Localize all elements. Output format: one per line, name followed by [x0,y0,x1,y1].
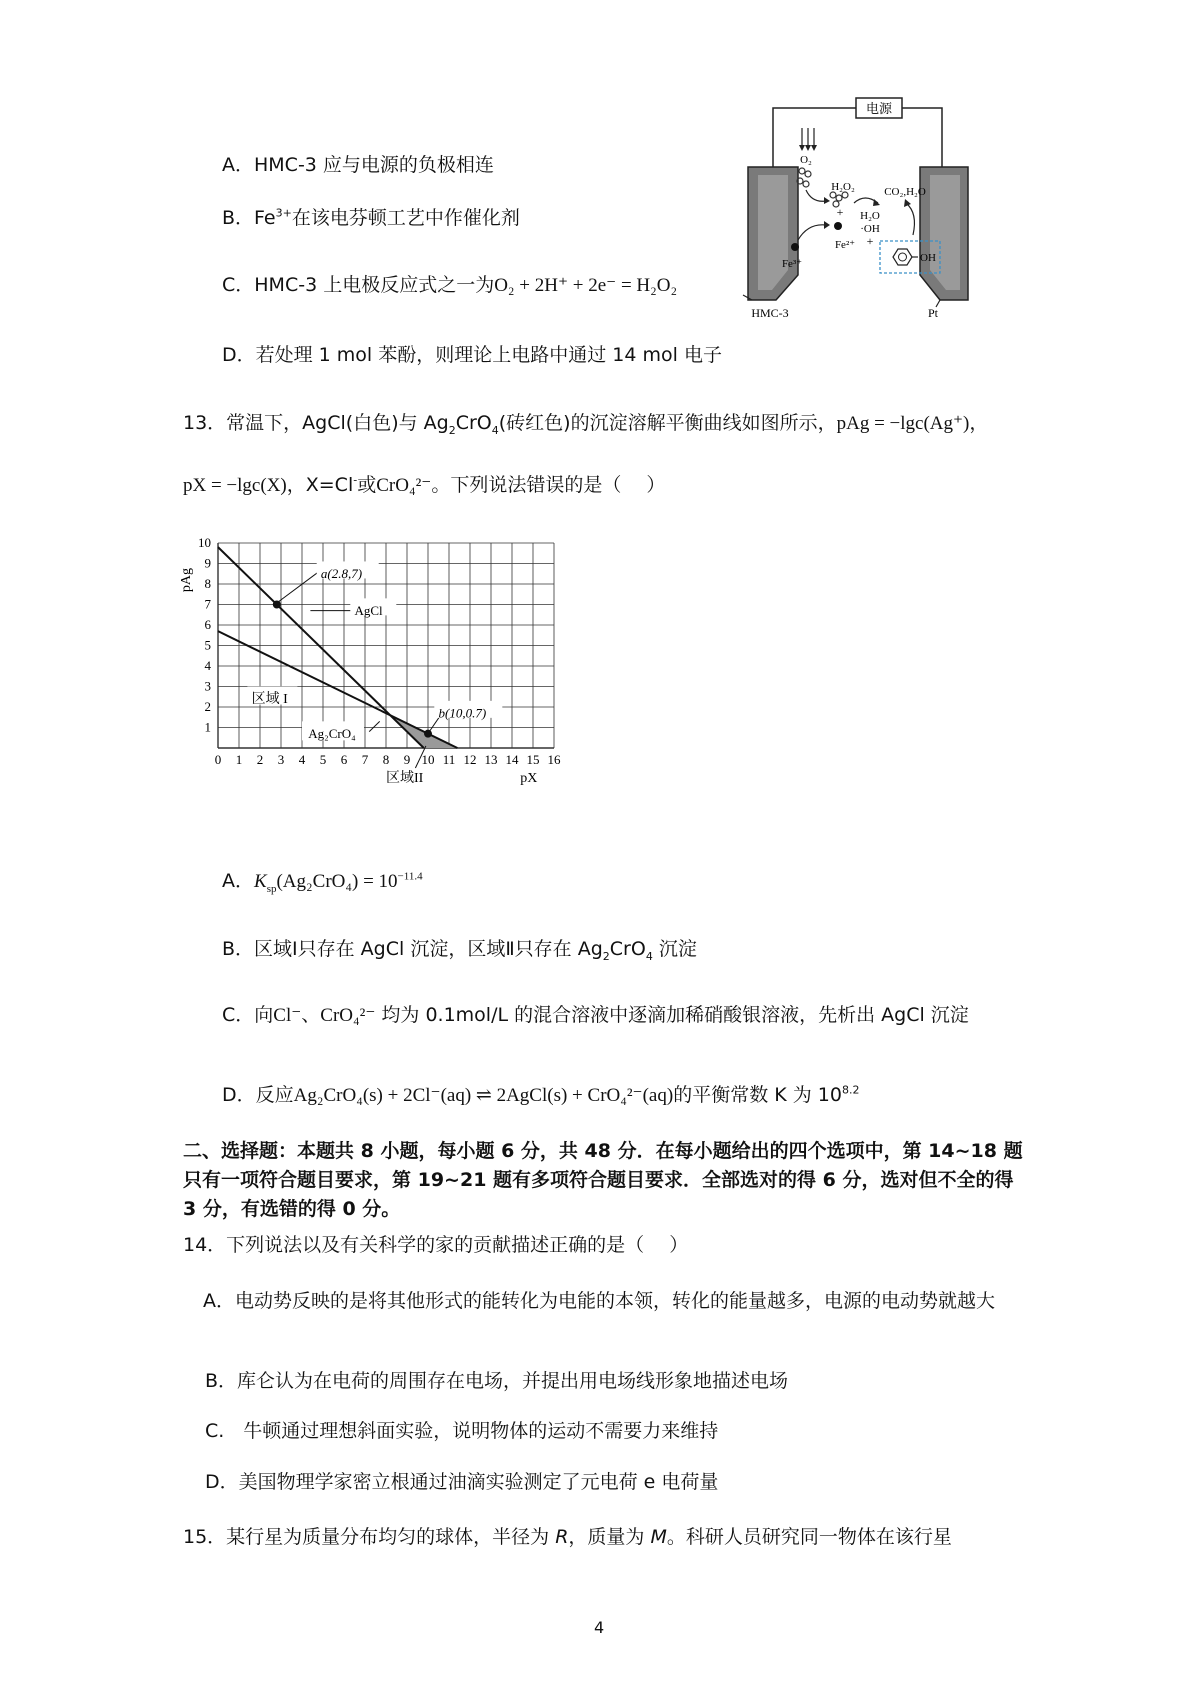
section-heading: 二、选择题：本题共 8 小题，每小题 6 分，共 48 分．在每小题给出的四个选项中，第 14~18 题只有一项符合题目要求，第 19~21 题有多项符合题目要求．全部选对的得 6 分，选对但不全的得 3 分，有选错的得 0 分。 [183,1140,1023,1220]
q14-stem: 14．下列说法以及有关科学的家的贡献描述正确的是（ ） [183,1234,689,1256]
q13-stem-text: (砖红色)的沉淀溶解平衡曲线如图所示， [498,412,837,434]
x-tick-label: 0 [214,752,222,767]
x-tick-label: 2 [256,752,264,767]
mass-symbol: M [650,1526,667,1548]
fe2-dot [834,222,842,230]
x-tick-label: 4 [298,752,306,767]
q14-option-b: B．库仑认为在电荷的周围存在电场，并提出用电场线形象地描述电场 [205,1370,789,1392]
hydroxyl-radical-label: ·OH [860,223,880,235]
q13-stem-line2 [183,470,665,497]
x-tick-label: 11 [442,752,456,767]
ag2cro4-series-label: Ag₂CrO₄ [308,725,356,741]
y-tick-label: 8 [204,576,211,591]
q13-option-b [222,934,697,963]
x-axis-label: pX [520,771,538,786]
agcl-series-label: AgCl [354,602,383,618]
fe3-to-fe2-arrowhead [824,221,830,229]
q15-stem [183,1522,952,1549]
q13-option-c-separator: 、 [301,1004,321,1026]
pag-definition: pAg = −lgc(Ag⁺)， [836,413,989,434]
y-tick-label: 6 [204,617,211,632]
q13-option-c [222,1000,969,1027]
chromate-ion: CrO₄²⁻ [376,475,432,496]
x-tick-label: 1 [235,752,243,767]
q13-stem-sub: 4 [491,423,499,437]
q12-option-c-text: C．HMC-3 上电极反应式之一为 [222,274,495,296]
q15-text: 。科研人员研究同一物体在该行星 [666,1526,952,1548]
x-tick-label: 10 [421,752,435,767]
h2o-label: H₂O [860,210,880,222]
ag2cro4-leader [369,721,380,731]
benzene-ring-circle [899,253,907,261]
region-i-label: 区域 I [251,691,288,707]
q15-text: ，质量为 [568,1526,651,1548]
ksp-subscript: sp [266,882,277,895]
ksp-symbol: K [254,871,267,892]
q13-stem-line1 [183,408,988,437]
q12-option-b-prefix: B．Fe [222,207,276,229]
h2o2-molecule-icon [836,195,842,201]
y-tick-label: 5 [204,637,211,653]
q12-option-b [222,203,520,230]
q13-stem-text: CrO [455,412,492,434]
chromate-ion: CrO₄²⁻ [320,1005,376,1026]
ksp-exponent: −11.4 [397,870,423,883]
q13-option-c-text: C．向 [222,1004,274,1026]
x-tick-label: 8 [382,752,390,767]
fe3-dot [791,243,799,251]
q13-option-b-text: 沉淀 [652,938,697,960]
solubility-equilibrium-chart [170,535,570,800]
q13-option-d-text: 的平衡常数 K 为 10 [673,1084,842,1106]
x-tick-label: 13 [484,752,498,767]
q13-stem-sub: 2 [448,423,456,437]
q13-option-b-text: B．区域Ⅰ只存在 AgCl 沉淀，区域Ⅱ只存在 Ag [222,938,603,960]
hmc3-label: HMC-3 [751,306,789,320]
px-definition: pX = −lgc(X)， [183,475,306,496]
fe3-label: Fe³⁺ [781,258,803,270]
benzene-ring-icon [893,249,912,265]
power-source-label: 电源 [865,101,893,116]
q13-stem-text: 13．常温下，AgCl(白色)与 Ag [183,412,449,434]
o2-molecule-icon [805,171,811,177]
y-tick-label: 9 [204,555,211,571]
phenol-to-co2-arrow [906,203,914,235]
q14-option-a: A．电动势反映的是将其他形式的能转化为电能的本领，转化的能量越多，电源的电动势就越大 [203,1290,996,1312]
h2o2-to-oh-arrowhead [873,199,880,206]
x-tick-label: 16 [547,752,561,767]
page-number: 4 [594,1618,605,1637]
q12-option-d: D．若处理 1 mol 苯酚，则理论上电路中通过 14 mol 电子 [222,344,722,366]
point-a [273,601,281,609]
x-tick-label: 5 [319,752,327,767]
q12-option-a: A．HMC-3 应与电源的负极相连 [222,154,494,176]
q13-stem-text: X=Cl [305,474,354,496]
q13-option-b-sub: 2 [602,949,610,963]
q12-option-b-sup: 3+ [275,206,292,220]
phenol-to-co2-arrowhead [904,199,911,207]
plus-sign: + [866,234,874,248]
o2-arrowhead-2 [805,145,811,151]
q13-stem-text: 。下列说法错误的是（ ） [431,474,666,496]
x-tick-label: 14 [505,752,519,767]
q13-stem-sup: - [353,473,358,487]
q13-option-d [222,1080,859,1107]
point-b-label: b(10,0.7) [438,705,487,721]
o2-label: O₂ [800,154,812,166]
chart-ticks [198,535,561,767]
q13-option-a [222,866,423,895]
q14-option-c: C. 牛顿通过理想斜面实验，说明物体的运动不需要力来维持 [205,1420,719,1442]
y-tick-label: 4 [204,658,211,673]
chloride-ion: Cl⁻ [273,1005,302,1026]
pt-label: Pt [927,306,939,320]
q12-option-c [222,270,677,297]
q12-option-c-equation: O₂ + 2H⁺ + 2e⁻ = H₂O₂ [494,275,678,296]
electro-fenton-diagram [740,95,970,325]
x-tick-label: 3 [277,752,285,767]
reaction-equation: Ag₂CrO₄(s) + 2Cl⁻(aq) ⇌ 2AgCl(s) + CrO₄²⁻(aq) [293,1085,674,1106]
y-tick-label: 1 [204,719,211,735]
x-tick-label: 9 [403,752,411,767]
x-tick-label: 7 [361,752,369,767]
point-a-leader [279,572,319,602]
x-tick-label: 15 [526,752,540,767]
o2-molecule-icon [799,168,805,174]
point-b [424,730,432,738]
y-axis-label: pAg [179,567,194,593]
q13-option-d-exponent: 8.2 [841,1083,860,1097]
plus-sign: + [836,205,844,219]
y-tick-label: 2 [204,699,211,714]
q13-option-a-prefix: A． [222,870,254,892]
q14-option-d: D．美国物理学家密立根通过油滴实验测定了元电荷 e 电荷量 [205,1471,719,1493]
q13-option-b-sub: 4 [645,949,653,963]
y-tick-label: 7 [204,596,211,612]
ksp-expression: (Ag₂CrO₄) = 10 [276,871,398,892]
region-ii-label: 区域II [386,771,424,786]
o2-arrowhead-3 [811,145,817,151]
fe2-label: Fe²⁺ [834,239,856,251]
q13-option-b-text: CrO [609,938,646,960]
q13-option-c-text: 均为 0.1mol/L 的混合溶液中逐滴加稀硝酸银溶液，先析出 AgCl 沉淀 [375,1004,969,1026]
hmc3-electrode-inner [758,175,788,290]
y-tick-label: 10 [198,535,211,550]
radius-symbol: R [555,1526,569,1548]
o2-molecule-icon [803,181,809,187]
wire-right [902,108,942,167]
q12-option-b-text: 在该电芬顿工艺中作催化剂 [291,207,520,229]
chart-grid [218,543,554,748]
x-tick-label: 6 [340,752,348,767]
x-tick-label: 12 [463,752,477,767]
co2-h2o-label: CO₂,H₂O [884,186,926,198]
q13-option-d-text: D．反应 [222,1084,294,1106]
q13-stem-text: 或 [357,474,377,496]
h2o2-label: H₂O₂ [831,181,855,193]
phenol-oh-label: OH [920,252,936,264]
o2-arrowhead-1 [799,145,805,151]
q15-text: 15．某行星为质量分布均匀的球体，半径为 [183,1526,556,1548]
y-tick-label: 3 [204,678,211,694]
o2-to-h2o2-arrowhead [824,197,830,204]
fe3-to-fe2-arrow [798,225,826,240]
point-a-label: a(2.8,7) [320,565,363,581]
o2-to-h2o2-arrow [806,190,826,201]
